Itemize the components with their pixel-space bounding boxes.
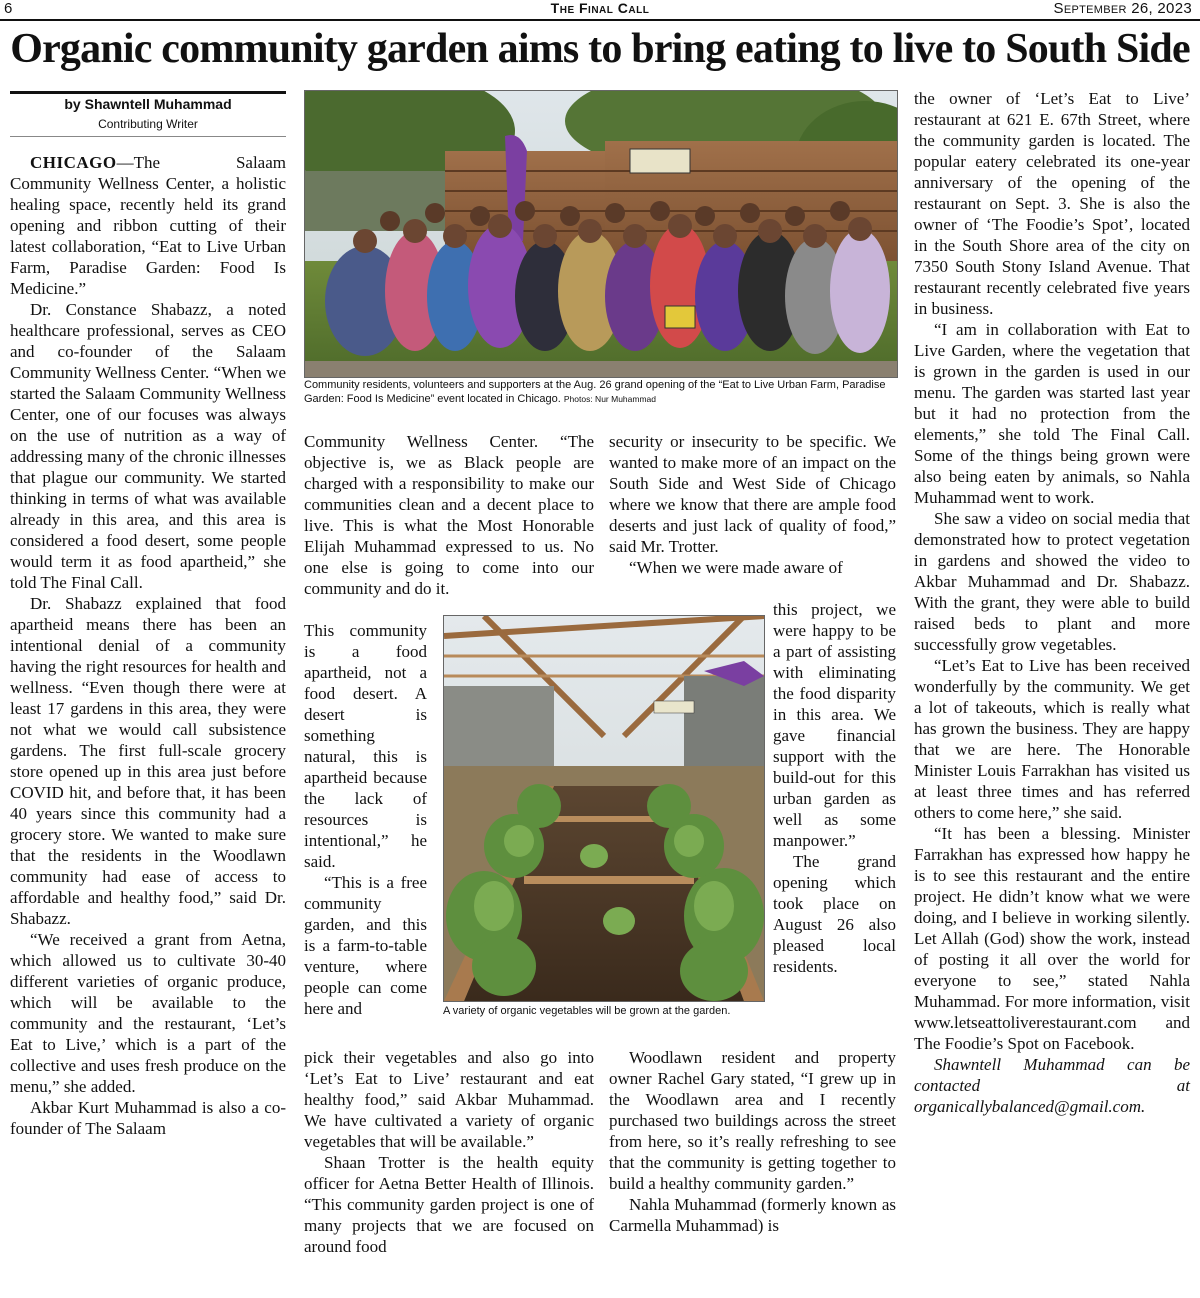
- col2-para-3: “This is a free community garden, and this is a farm-to-table venture, where people can come here and: [304, 873, 427, 1018]
- page-number: 6: [4, 0, 13, 17]
- garden-photo-caption-text: A variety of organic vegetables will be grown at the garden.: [443, 1005, 731, 1017]
- byline-rule: [10, 91, 286, 94]
- column-2-narrow: [304, 620, 427, 1019]
- col3-para-1: security or insecurity to be specific. We wanted to make more of an impact on the South Side and West Side of Chicago where we know that there are ample food deserts and just lack of quality of food,” said Mr. Trotter.: [609, 432, 896, 556]
- col4-para-1: the owner of ‘Let’s Eat to Live’ restaurant at 621 E. 67th Street, where the community garden is located. The popular eatery celebrated its one-year anniversary of the opening of the restaurant on Sept. 3. She is also the owner of ‘The Foodie’s Spot’, located in the South Shore area of the city on 7350 South Stony Island Avenue. That restaurant recently celebrated five years in business.: [914, 89, 1190, 318]
- col3-para-4: The grand opening which took place on August 26 also pleased local residents.: [773, 852, 896, 976]
- group-photo-caption-text: Community residents, volunteers and supporters at the Aug. 26 grand opening of the “Eat to Live Urban Farm, Paradise Garden: Food Is Medicine” event located in Chicago.: [304, 379, 886, 405]
- col1-para-1: [10, 152, 286, 299]
- column-3-narrow: [773, 599, 896, 977]
- column-3-top: [609, 431, 896, 578]
- column-2-bottom: [304, 1047, 594, 1257]
- column-2-top: [304, 431, 594, 599]
- col3-para-5: Woodlawn resident and property owner Rachel Gary stated, “I grew up in the Woodlawn area and I recently purchased two buildings across the street from here, so it’s really refreshing to see that the community is getting together to build a healthy community garden.”: [609, 1048, 896, 1193]
- col3-para-6: Nahla Muhammad (formerly known as Carmella Muhammad) is: [609, 1195, 896, 1235]
- dateline: CHICAGO: [30, 153, 117, 172]
- col2-para-1: Community Wellness Center. “The objective is, we as Black people are charged with a responsibility to make our communities clean and a decent place to live. This is what the Most Honorable Elijah Muhammad expressed to us. No one else is going to come into our community and do it.: [304, 432, 594, 598]
- column-4: [914, 88, 1190, 1117]
- publication-name: The Final Call: [550, 0, 650, 16]
- col4-para-4: “Let’s Eat to Live has been received wonderfully by the community. We get a lot of takeouts, which is really what has grown the business. They are happy that we are here. The Honorable Minister Louis Farrakhan has visited us at least three times and has referred others to come here,” she said.: [914, 656, 1190, 822]
- col4-para-2: “I am in collaboration with Eat to Live Garden, where the vegetation that is grown in the garden is used in our menu. The garden was started last year but it had no protection from the elements,” she told The Final Call. Some of the things being grown were also being eaten by animals, so Nahla Muhammad went to work.: [914, 320, 1190, 507]
- garden-photo: [443, 615, 765, 1002]
- col1-para-4: “We received a grant from Aetna, which allowed us to cultivate 30-40 different varieties of organic produce, which will be available to the community and the restaurant, ‘Let’s Eat to Live,’ which is a part of the collective and uses fresh produce on the menu,” she added.: [10, 930, 286, 1096]
- col4-para-3: She saw a video on social media that demonstrated how to protect vegetation in gardens and showed the video to Akbar Muhammad and Dr. Shabazz. With the grant, they were able to build raised beds to plant and more successfully grow vegetables.: [914, 509, 1190, 654]
- publication-date: September 26, 2023: [1053, 0, 1192, 17]
- col2-para-2: This community is a food apartheid, not a food desert. A desert is something natural, this is apartheid because the lack of resources is intentional,” he said.: [304, 621, 427, 871]
- headline: Organic community garden aims to bring eating to live to South Side: [10, 26, 1190, 72]
- col3-para-2: “When we were made aware of: [629, 558, 843, 577]
- group-photo-caption: [304, 378, 898, 406]
- byline-title: Contributing Writer: [98, 117, 198, 131]
- garden-photo-caption: [443, 1004, 763, 1018]
- garden-photo-image: [444, 616, 764, 1001]
- col3-para-3: this project, we were happy to be a part of assisting with eliminating the food disparity in this area. We gave financial support with the build-out for this urban garden as well as some manpower.”: [773, 600, 896, 850]
- author-contact: Shawntell Muhammad can be contacted at organicallybalanced@gmail.com.: [914, 1055, 1190, 1116]
- column-3-bottom: [609, 1047, 896, 1236]
- col1-para-2: Dr. Constance Shabazz, a noted healthcare professional, serves as CEO and co-founder of the Salaam Community Wellness Center. “When we started the Salaam Community Wellness Center, one of our focuses was always on the use of nutrition as a way of addressing many of the chronic illnesses that plague our community. We started thinking in terms of what was available already in this area, and this area is considered a food desert, some people would term it as food apartheid,” she told The Final Call.: [10, 300, 286, 592]
- col1-para-1-text: —The Salaam Community Wellness Center, a holistic healing space, recently held its grand opening and ribbon cutting of their latest collaboration, “Eat to Live Urban Farm, Paradise Garden: Food Is Medicine.”: [10, 153, 286, 298]
- col4-para-5: “It has been a blessing. Minister Farrakhan has expressed how happy he is to see this restaurant and the entire project. He didn’t know what we were doing, and I believe in working silently. Let Allah (God) show the work, instead of posting it all over the world for everyone to see,” stated Nahla Muhammad. For more information, visit www.letseattoliverestaurant.com and The Foodie’s Spot on Facebook.: [914, 824, 1190, 1053]
- col1-para-5: Akbar Kurt Muhammad is also a co-founder of The Salaam: [10, 1098, 286, 1138]
- group-photo-image: [305, 91, 897, 377]
- column-1: [10, 152, 286, 1139]
- col1-para-3: Dr. Shabazz explained that food apartheid means there has been an intentional denial of a community having the right resources for health and wellness. “Even though there were at least 17 gardens in this area, they were not what we would call subsistence gardens. The first full-scale grocery store opened up in this area just before COVID hit, and before that, it has been 40 years since this community had a grocery store. We wanted to make sure that the residents in the Woodlawn community had ease of access to affordable and healthy food,” said Dr. Shabazz.: [10, 594, 286, 928]
- byline-divider: [10, 136, 286, 137]
- header-rule: [0, 19, 1200, 21]
- photo-credit: Photos: Nur Muhammad: [563, 394, 656, 404]
- col2-para-4: pick their vegetables and also go into ‘Let’s Eat to Live’ restaurant and eat healthy food,” said Akbar Muhammad. We have cultivated a variety of organic vegetables that will be available.”: [304, 1048, 594, 1151]
- group-photo: [304, 90, 898, 378]
- byline-author: by Shawntell Muhammad: [64, 96, 232, 112]
- col2-para-5: Shaan Trotter is the health equity officer for Aetna Better Health of Illinois. “This community garden project is one of many projects that we are focused on around food: [304, 1153, 594, 1256]
